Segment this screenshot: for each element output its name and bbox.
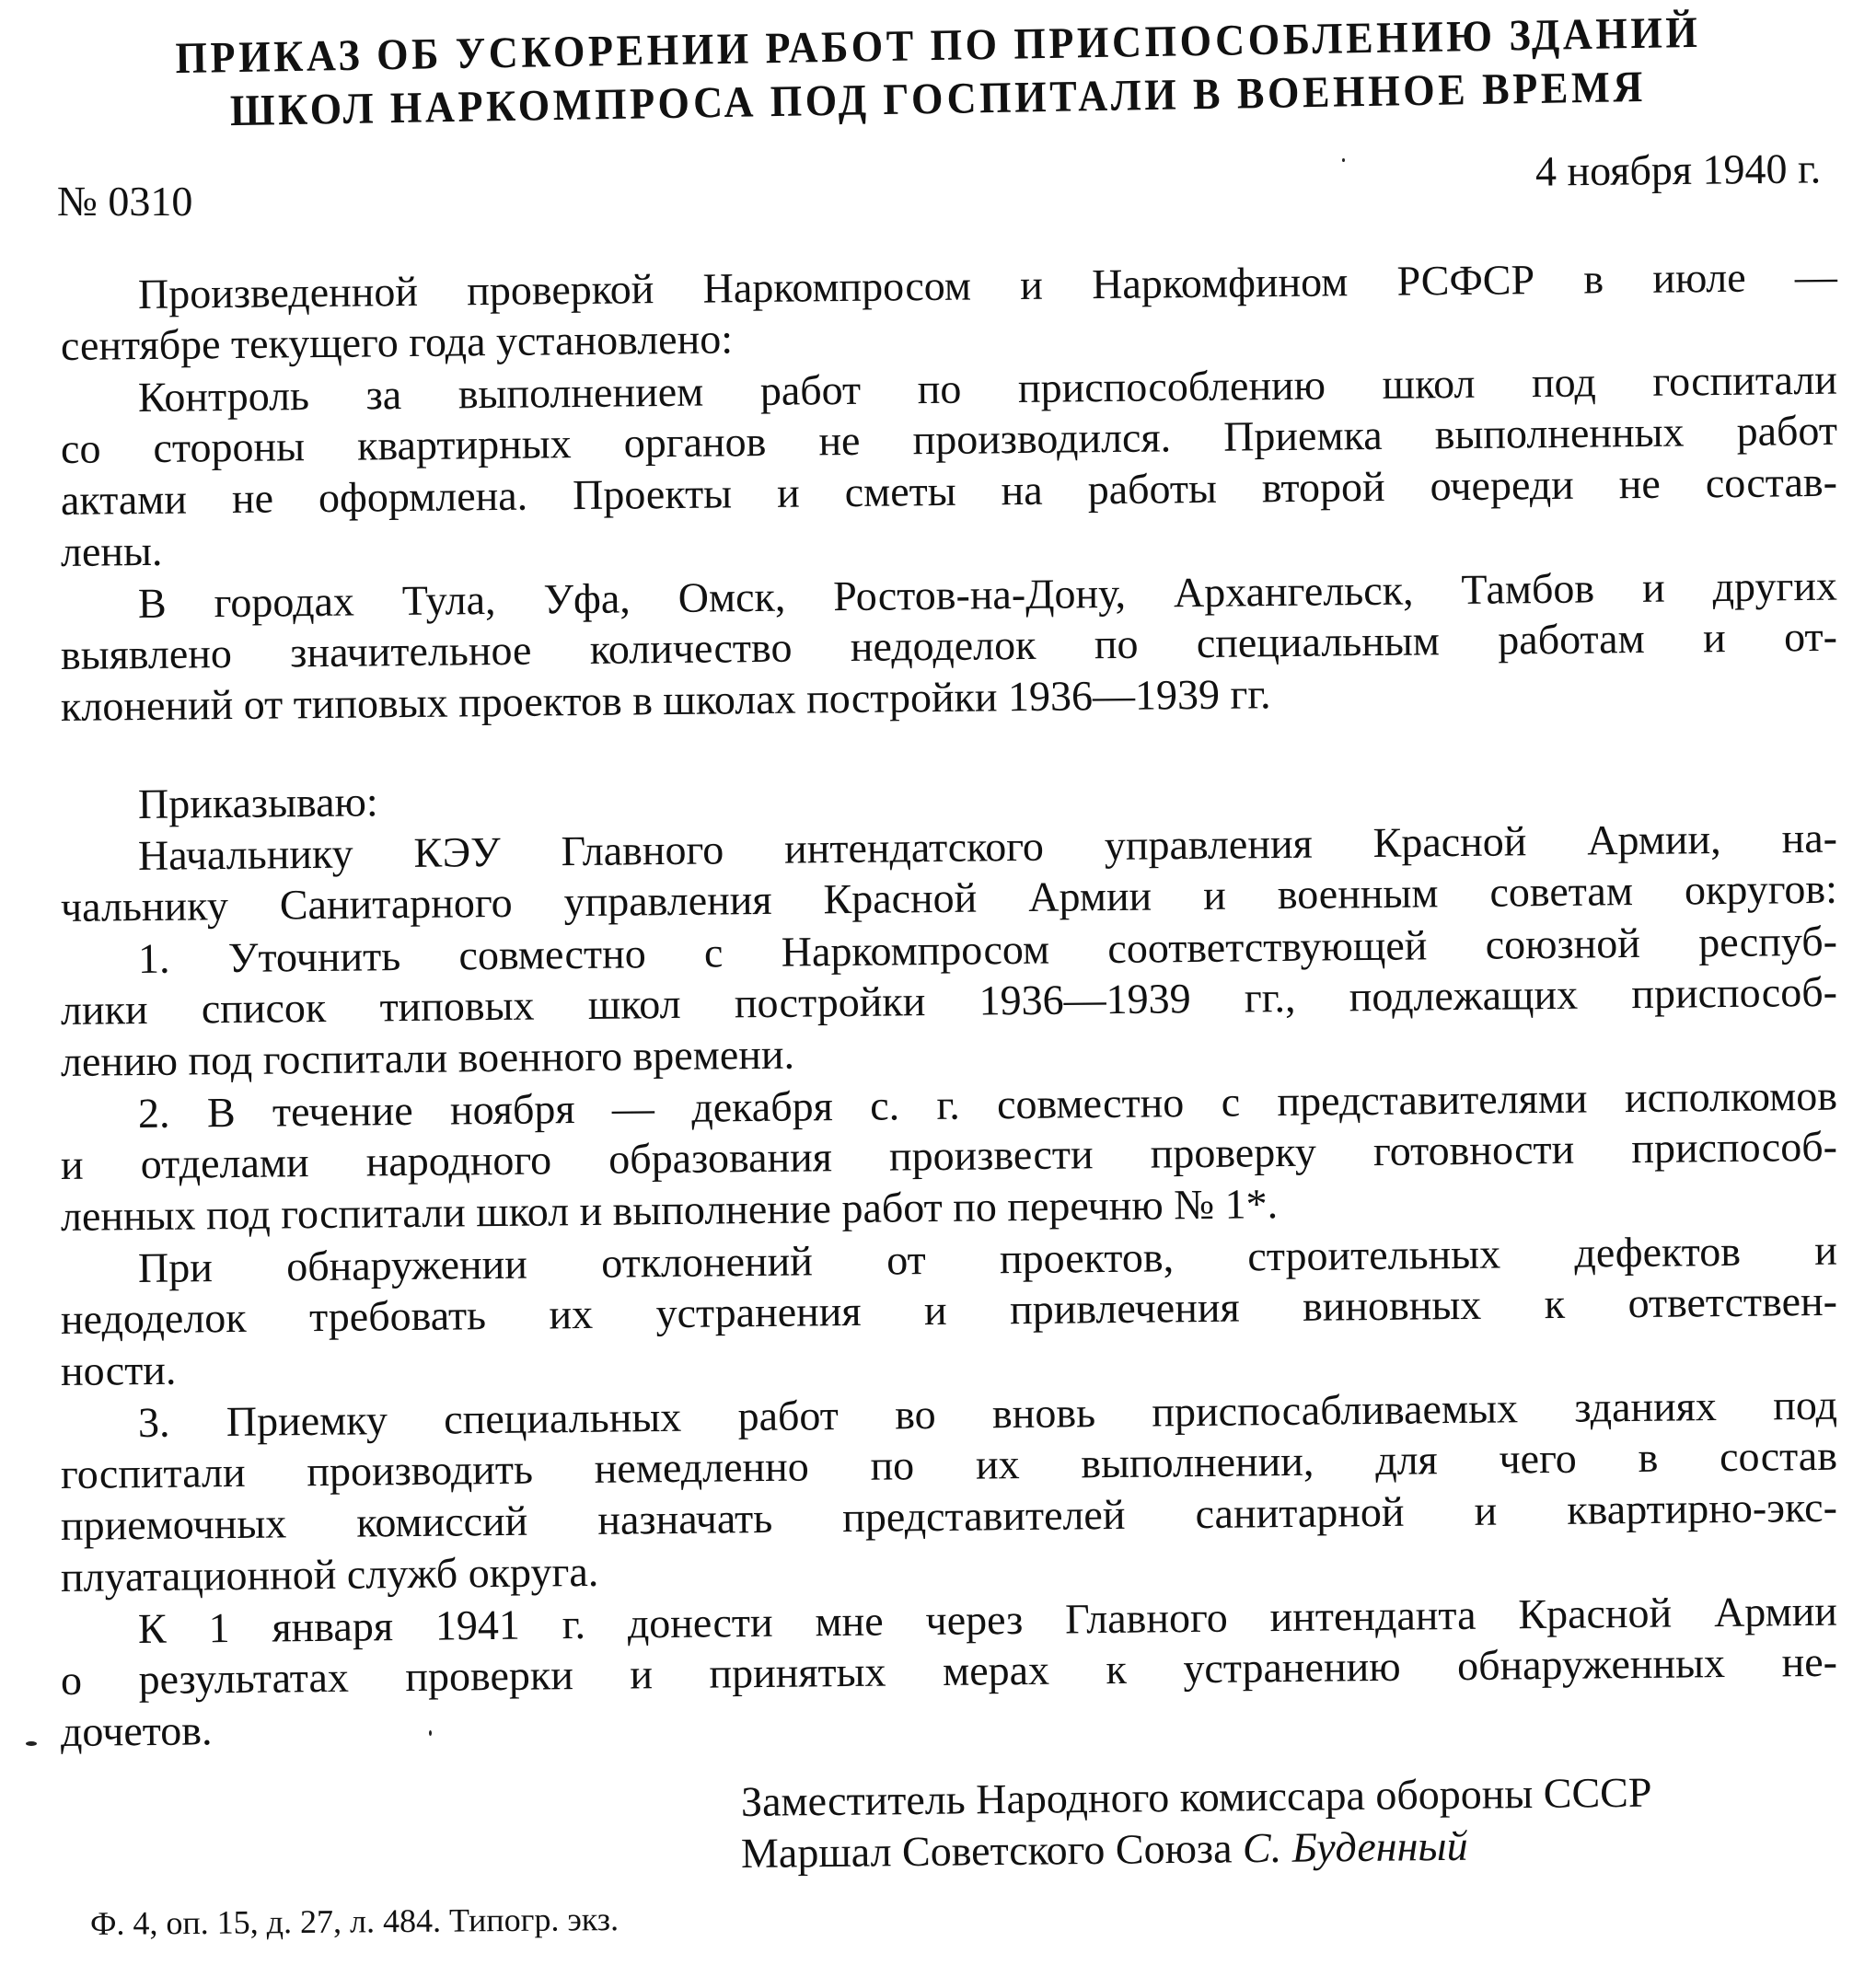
body-line: и отделами народного образования произвести проверку готовности приспособ- (60, 1122, 1838, 1188)
body-line: дочетов. (60, 1706, 213, 1755)
body-line: недоделок требовать их устранения и привлечения виновных к ответствен- (60, 1277, 1838, 1343)
body-line: ленных под госпитали школ и выполнение работ по перечню № 1*. (60, 1180, 1279, 1240)
body-line: выявлено значительное количество недоделок по специальным работам и от- (60, 612, 1838, 678)
body-line: клонений от типовых проектов в школах постройки 1936—1939 гг. (60, 670, 1271, 730)
order-date: 4 ноября 1940 г. (1534, 144, 1822, 195)
body-line: К 1 января 1941 г. донести мне через Главного интенданта Красной Армии (137, 1587, 1838, 1652)
body-line: чальнику Санитарного управления Красной Армии и военным советам округов: (60, 864, 1838, 930)
body-line: со стороны квартирных органов не производился. Приемка выполненных работ (60, 406, 1838, 472)
body-line: сентябре текущего года установлено: (60, 315, 734, 369)
body-line: При обнаружении отклонений от проектов, строительных дефектов и (137, 1226, 1838, 1291)
body-line: лики список типовых школ постройки 1936—1939 гг., подлежащих приспособ- (60, 967, 1838, 1034)
archive-reference: Ф. 4, оп. 15, д. 27, л. 484. Типогр. экз. (89, 1900, 620, 1942)
signature-position: Заместитель Народного комиссара обороны СССР (740, 1768, 1652, 1825)
body-line: госпитали производить немедленно по их выполнении, для чего в состав (60, 1431, 1838, 1497)
body-line: плуатационной служб округа. (60, 1547, 599, 1601)
scan-speck (429, 1730, 432, 1736)
scan-speck (1342, 158, 1345, 162)
document-title-line-2: ШКОЛ НАРКОМПРОСА ПОД ГОСПИТАЛИ В ВОЕННОЕ ВРЕМЯ (229, 62, 1647, 136)
body-line: лению под госпитали военного времени. (60, 1030, 795, 1085)
signature-block (740, 1768, 1652, 1879)
document-body (0, 252, 1876, 1758)
order-item-2: 2. В течение ноября — декабря с. г. совместно с представителями исполкомов (137, 1071, 1838, 1137)
body-line: Контроль за выполнением работ по приспособлению школ под госпитали (137, 355, 1838, 421)
signature-rank: Маршал Советского Союза (740, 1824, 1233, 1877)
body-line: ности. (60, 1346, 177, 1394)
signature-rank-name (741, 1819, 1652, 1879)
body-line: В городах Тула, Уфа, Омск, Ростов-на-Дону, Архангельск, Тамбов и других (137, 561, 1838, 627)
body-line: актами не оформлена. Проекты и сметы на работы второй очереди не состав- (60, 457, 1838, 524)
body-line: о результатах проверки и принятых мерах к устранению обнаруженных не- (60, 1637, 1838, 1704)
body-line: лены. (60, 526, 163, 575)
body-line: Начальнику КЭУ Главного интендатского управления Красной Армии, на- (137, 814, 1838, 879)
orders-heading: Приказываю: (137, 778, 378, 827)
order-item-1: 1. Уточнить совместно с Наркомпросом соответствующей союзной респуб- (137, 917, 1838, 982)
signature-name: С. Буденный (1242, 1821, 1468, 1872)
scan-speck (26, 1741, 37, 1746)
order-number: № 0310 (57, 178, 193, 225)
body-line: Произведенной проверкой Наркомпросом и Наркомфином РСФСР в июле — (137, 252, 1838, 318)
body-line: приемочных комиссий назначать представителей санитарной и квартирно-экс- (60, 1483, 1838, 1549)
document-title-line-1: ПРИКАЗ ОБ УСКОРЕНИИ РАБОТ ПО ПРИСПОСОБЛЕНИЮ ЗДАНИЙ (175, 7, 1701, 84)
order-item-3: 3. Приемку специальных работ во вновь приспосабливаемых зданиях под (137, 1381, 1838, 1446)
